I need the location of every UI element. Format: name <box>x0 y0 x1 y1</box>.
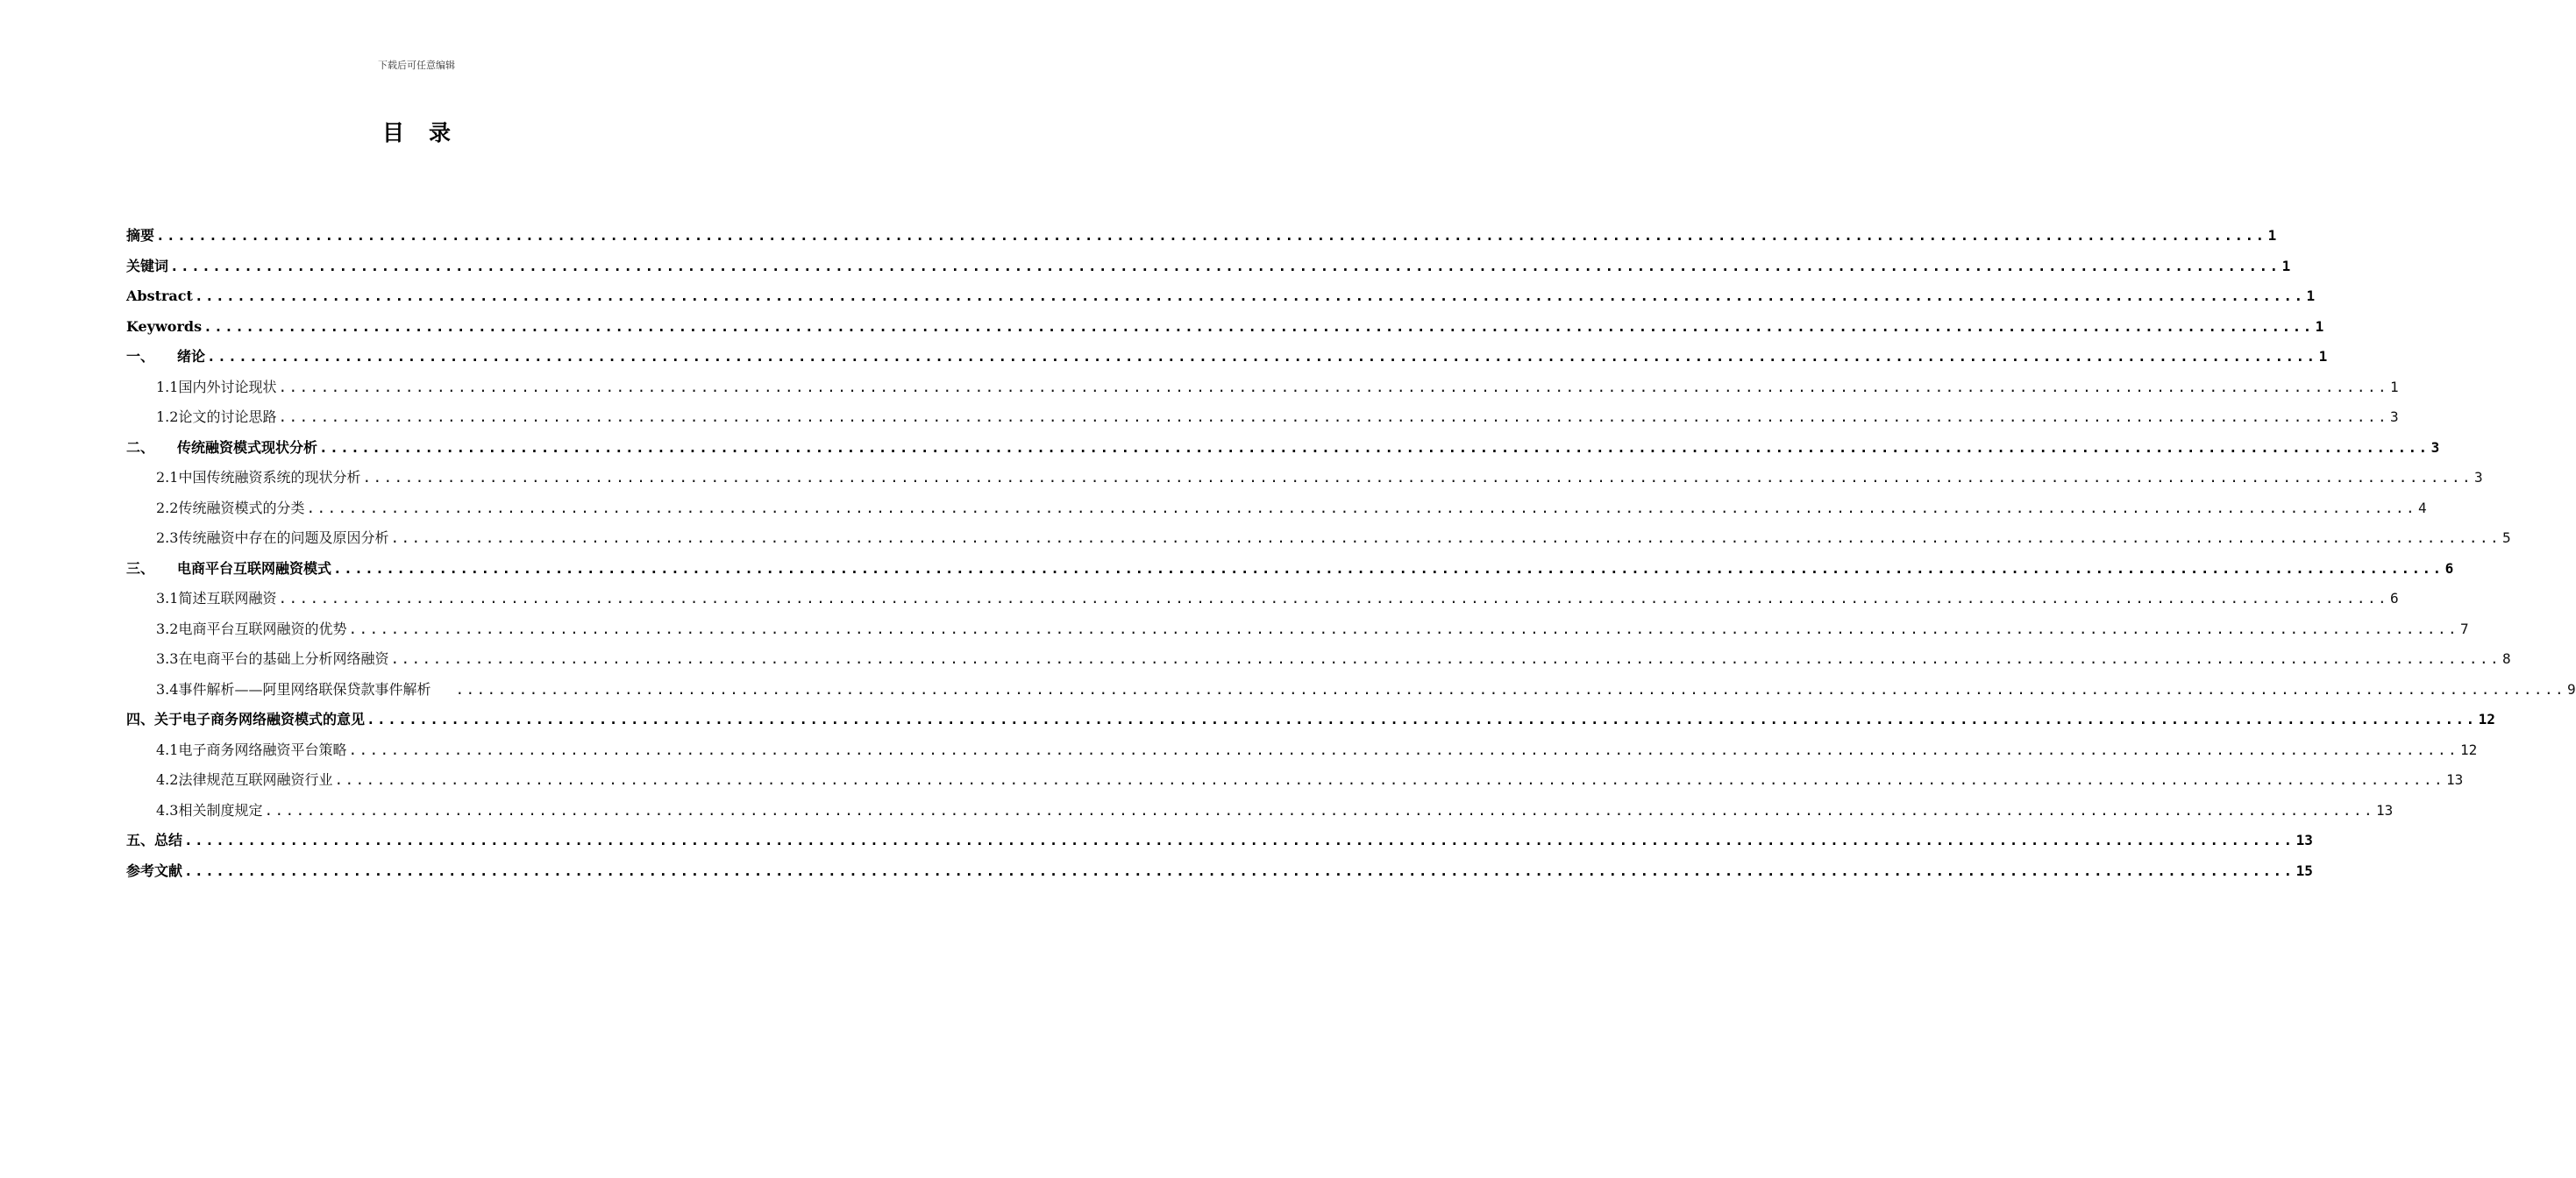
toc-entry-label <box>156 678 431 702</box>
header-note: 下载后可任意编辑 <box>378 60 455 71</box>
toc-page-number: 7 <box>2460 620 2469 637</box>
toc-page-number: 1 <box>2306 287 2316 304</box>
toc-page-number: 1 <box>2390 378 2399 395</box>
toc-entry[interactable] <box>126 678 2576 708</box>
toc-entry-text: 4.3相关制度规定 <box>156 801 263 819</box>
toc-leader-dots: ........................................................................................................................................................................................................ <box>203 317 2314 335</box>
toc-entry[interactable] <box>126 224 2277 254</box>
toc-leader-dots: ........................................................................................................................................................................................................ <box>278 408 2389 425</box>
toc-entry[interactable] <box>126 315 2324 345</box>
toc-entry[interactable] <box>126 405 2399 436</box>
toc-page-number: 9 <box>2567 680 2576 698</box>
toc-entry-text: 2.3传统融资中存在的问题及原因分析 <box>156 529 389 546</box>
toc-entry[interactable] <box>126 375 2399 406</box>
toc-entry[interactable] <box>126 738 2478 769</box>
toc-entry-label <box>156 526 388 550</box>
toc-leader-dots: ........................................................................................................................................................................................................ <box>455 680 2566 698</box>
toc-entry-number: 二、 <box>126 438 155 456</box>
toc-entry-label <box>126 828 182 853</box>
toc-leader-dots: ........................................................................................................................................................................................................ <box>264 801 2375 819</box>
toc-entry[interactable] <box>126 768 2464 798</box>
toc-entry[interactable] <box>126 586 2399 617</box>
toc-entry[interactable] <box>126 798 2394 829</box>
toc-page-number: 13 <box>2376 801 2394 819</box>
toc-entry-text: 2.1中国传统融资系统的现状分析 <box>156 469 361 486</box>
toc-entry-label <box>156 496 304 521</box>
toc-entry-text: 4.2法律规范互联网融资行业 <box>156 771 333 788</box>
toc-leader-dots: ........................................................................................................................................................................................................ <box>319 438 2430 456</box>
toc-entry[interactable] <box>126 617 2469 648</box>
toc-entry[interactable] <box>126 254 2291 285</box>
toc-entry-text: 2.2传统融资模式的分类 <box>156 499 305 516</box>
toc-entry[interactable] <box>126 284 2316 315</box>
toc-page-number: 8 <box>2502 650 2511 667</box>
toc-entry-text: 绪论 <box>177 348 206 365</box>
toc-entry[interactable] <box>126 496 2427 527</box>
toc-page-number: 1 <box>2318 348 2328 365</box>
toc-page-number: 12 <box>2478 711 2495 727</box>
toc-page-number: 12 <box>2460 741 2478 758</box>
toc-page-number: 15 <box>2295 862 2313 879</box>
toc-entry[interactable] <box>126 828 2313 859</box>
toc-entry-label <box>156 738 346 763</box>
toc-entry-label <box>126 859 182 884</box>
toc-entry-label <box>126 224 154 248</box>
toc-leader-dots: ........................................................................................................................................................................................................ <box>170 257 2281 274</box>
toc-entry-label <box>156 768 332 792</box>
toc-entry[interactable] <box>126 859 2313 890</box>
toc-leader-dots: ........................................................................................................................................................................................................ <box>184 862 2295 879</box>
toc-entry-text: 电商平台互联网融资模式 <box>177 559 332 577</box>
toc-entry-label <box>126 344 205 369</box>
toc-page-number: 3 <box>2474 469 2483 486</box>
toc-entry-label <box>156 375 276 400</box>
toc-entry[interactable] <box>126 557 2454 587</box>
toc-page-number: 3 <box>2430 438 2440 456</box>
toc-entry-text: 四、关于电子商务网络融资模式的意见 <box>126 711 366 727</box>
toc-leader-dots: ........................................................................................................................................................................................................ <box>348 741 2459 758</box>
toc-entry[interactable] <box>126 344 2328 375</box>
toc-page-number: 6 <box>2390 590 2399 607</box>
toc-entry-number: 一、 <box>126 348 155 365</box>
toc-entry-label <box>156 586 276 611</box>
page-title: 目录 <box>381 120 475 145</box>
toc-entry[interactable] <box>126 526 2511 557</box>
toc-entry-text: 关键词 <box>126 257 169 274</box>
toc-entry-text: 传统融资模式现状分析 <box>177 438 318 456</box>
toc-entry-text: 1.1国内外讨论现状 <box>156 378 277 395</box>
toc-entry-text: 3.4事件解析——阿里网络联保贷款事件解析 <box>156 680 431 698</box>
toc-entry-text: 五、总结 <box>126 832 183 848</box>
toc-entry-label <box>126 254 168 279</box>
toc-page-number: 13 <box>2446 771 2464 788</box>
toc-page-number: 1 <box>2267 227 2277 244</box>
toc-entry[interactable] <box>126 707 2495 738</box>
toc-entry-label <box>126 436 317 460</box>
toc-leader-dots: ........................................................................................................................................................................................................ <box>184 832 2295 848</box>
toc-leader-dots: ........................................................................................................................................................................................................ <box>306 499 2417 516</box>
toc-entry-label <box>156 465 360 490</box>
toc-leader-dots: ........................................................................................................................................................................................................ <box>333 559 2444 577</box>
toc-entry-text: 3.3在电商平台的基础上分析网络融资 <box>156 650 389 667</box>
toc-entry[interactable] <box>126 647 2511 678</box>
table-of-contents <box>126 224 2576 889</box>
toc-leader-dots: ........................................................................................................................................................................................................ <box>366 711 2477 727</box>
toc-page-number: 4 <box>2418 499 2427 516</box>
toc-entry-label <box>156 647 388 671</box>
toc-leader-dots: ........................................................................................................................................................................................................ <box>362 469 2473 486</box>
toc-page-number: 1 <box>2281 257 2291 274</box>
toc-page-number: 5 <box>2502 529 2511 546</box>
toc-leader-dots: ........................................................................................................................................................................................................ <box>156 227 2266 244</box>
toc-entry-label <box>126 284 193 309</box>
toc-leader-dots: ........................................................................................................................................................................................................ <box>390 650 2501 667</box>
toc-leader-dots: ........................................................................................................................................................................................................ <box>207 348 2317 365</box>
toc-entry-text: Keywords <box>126 317 203 335</box>
toc-entry-text: 参考文献 <box>126 862 183 879</box>
toc-entry[interactable] <box>126 436 2440 466</box>
toc-entry-label <box>126 315 202 339</box>
toc-leader-dots: ........................................................................................................................................................................................................ <box>278 378 2389 395</box>
toc-entry-label <box>126 557 331 581</box>
toc-entry-label <box>126 707 365 732</box>
toc-page-number: 1 <box>2315 317 2324 335</box>
toc-entry-text: 4.1电子商务网络融资平台策略 <box>156 741 347 758</box>
toc-entry-label <box>156 617 346 642</box>
toc-entry-text: 3.1简述互联网融资 <box>156 590 277 607</box>
toc-entry-text: 摘要 <box>126 227 155 244</box>
toc-entry-text: 1.2论文的讨论思路 <box>156 408 277 425</box>
toc-page-number: 3 <box>2390 408 2399 425</box>
toc-entry-text: 3.2电商平台互联网融资的优势 <box>156 620 347 637</box>
toc-leader-dots: ........................................................................................................................................................................................................ <box>278 590 2389 607</box>
toc-entry[interactable] <box>126 465 2483 496</box>
toc-leader-dots: ........................................................................................................................................................................................................ <box>334 771 2445 788</box>
toc-page-number: 6 <box>2444 559 2454 577</box>
toc-entry-label <box>156 798 262 823</box>
toc-entry-label <box>156 405 276 429</box>
toc-leader-dots: ........................................................................................................................................................................................................ <box>390 529 2501 546</box>
toc-entry-text: Abstract <box>126 287 193 304</box>
toc-leader-dots: ........................................................................................................................................................................................................ <box>348 620 2459 637</box>
toc-entry-number: 三、 <box>126 559 155 577</box>
toc-leader-dots: ........................................................................................................................................................................................................ <box>194 287 2305 304</box>
toc-page-number: 13 <box>2295 832 2313 848</box>
